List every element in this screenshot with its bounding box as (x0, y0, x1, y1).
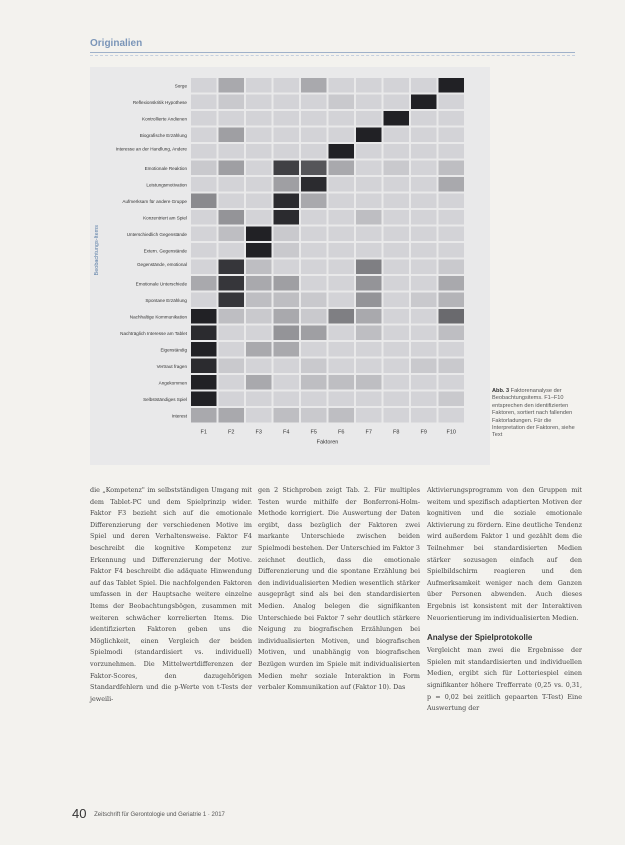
heatmap-cell (219, 342, 245, 357)
heatmap-cell (246, 128, 272, 143)
heatmap-cell (191, 111, 217, 126)
heatmap-cell (191, 177, 217, 192)
heatmap-cell (384, 309, 410, 324)
heatmap-cell (329, 243, 355, 258)
heatmap-cell (246, 161, 272, 176)
heatmap-cell (301, 95, 327, 110)
heatmap-cell (439, 326, 465, 341)
body-column-3 (427, 485, 582, 715)
y-tick-label: Sorge (174, 83, 187, 89)
heatmap-cell (191, 309, 217, 324)
heatmap-cell (191, 128, 217, 143)
heatmap-cell (246, 392, 272, 407)
heatmap-cell (411, 375, 437, 390)
heatmap-cell (274, 161, 300, 176)
heatmap-cell (219, 194, 245, 209)
heatmap-cell (274, 194, 300, 209)
heatmap-cell (219, 177, 245, 192)
journal-name: Zeitschrift für Gerontologie und Geriatrie 1 · 2017 (94, 812, 225, 818)
y-tick-label: Biografische Erzählung (139, 132, 187, 138)
heatmap-cell (356, 78, 382, 93)
heatmap-cell (246, 95, 272, 110)
heatmap-cell (219, 359, 245, 374)
heatmap-cell (356, 375, 382, 390)
heatmap-cell (356, 276, 382, 291)
heatmap-cell (329, 227, 355, 242)
body-column-2 (258, 485, 420, 694)
heatmap-cell (329, 359, 355, 374)
header-rule-dashed (90, 55, 575, 57)
x-tick-label: F10 (446, 429, 456, 436)
heatmap-cell (329, 276, 355, 291)
heatmap-cell (246, 210, 272, 225)
heatmap-cell (246, 78, 272, 93)
heatmap-cell (356, 128, 382, 143)
heatmap-cell (411, 95, 437, 110)
heatmap-cell (439, 359, 465, 374)
heatmap-cell (384, 408, 410, 423)
heatmap-cell (411, 227, 437, 242)
heatmap-cell (356, 177, 382, 192)
heatmap-cell (191, 227, 217, 242)
heatmap-cell (219, 276, 245, 291)
heatmap-cell (439, 177, 465, 192)
heatmap-cell (246, 111, 272, 126)
factor-heatmap (90, 67, 490, 465)
heatmap-cell (191, 78, 217, 93)
heatmap-cell (246, 260, 272, 275)
heatmap-cell (274, 78, 300, 93)
heatmap-cell (274, 359, 300, 374)
y-tick-label: Interest (171, 413, 187, 419)
heatmap-cell (246, 144, 272, 159)
caption-label: Abb. 3 (492, 388, 510, 394)
heatmap-cell (384, 375, 410, 390)
heatmap-cell (191, 359, 217, 374)
heatmap-cell (411, 408, 437, 423)
heatmap-cell (411, 194, 437, 209)
heatmap-cell (191, 210, 217, 225)
heatmap-cell (439, 276, 465, 291)
heatmap-cell (301, 309, 327, 324)
heatmap-cell (384, 276, 410, 291)
heatmap-cell (356, 161, 382, 176)
heatmap-cell (439, 144, 465, 159)
heatmap-cell (246, 293, 272, 308)
x-tick-label: F1 (200, 429, 207, 436)
heatmap-cell (191, 392, 217, 407)
heatmap-cell (439, 392, 465, 407)
heatmap-cell (246, 276, 272, 291)
heatmap-cell (274, 177, 300, 192)
x-tick-label: F7 (365, 429, 372, 436)
heatmap-cell (439, 128, 465, 143)
page-footer (72, 806, 225, 821)
heatmap-cell (301, 144, 327, 159)
heatmap-cell (439, 111, 465, 126)
heatmap-cell (411, 128, 437, 143)
heatmap-cell (384, 177, 410, 192)
y-tick-label: Angekommen (158, 380, 187, 386)
heatmap-cell (329, 375, 355, 390)
heatmap-cell (274, 408, 300, 423)
heatmap-cell (329, 293, 355, 308)
heatmap-cell (274, 326, 300, 341)
heatmap-cell (246, 177, 272, 192)
heatmap-cell (219, 309, 245, 324)
heatmap-cell (411, 293, 437, 308)
heatmap-cell (411, 359, 437, 374)
heatmap-cell (301, 392, 327, 407)
heatmap-cell (329, 128, 355, 143)
heatmap-cell (384, 260, 410, 275)
y-tick-label: Nachträglich Interesse am Tablet (120, 330, 187, 336)
heatmap-cell (384, 128, 410, 143)
heatmap-cell (219, 260, 245, 275)
heatmap-cell (411, 326, 437, 341)
x-tick-label: F6 (338, 429, 345, 436)
heatmap-cell (329, 177, 355, 192)
heatmap-cell (384, 144, 410, 159)
heatmap-cell (356, 342, 382, 357)
heatmap-cell (329, 78, 355, 93)
heatmap-cell (246, 326, 272, 341)
x-tick-label: F8 (393, 429, 400, 436)
y-tick-label: Interesse an der Handlung, Andere (115, 146, 187, 152)
heatmap-cell (329, 210, 355, 225)
y-axis-label: Beobachtungs-Items (94, 225, 100, 276)
page-number: 40 (72, 806, 87, 821)
body-text: Vergleicht man zwei die Ergebnisse der Spielen mit standardisierten und individuellen Medien, ergibt sich für Lotteriespiel einen signifikanter höhere Trefferrate (0,25 vs. 0,31, p = 0,02 bei zeitlich gepaarten T-Test) Eine Auswertung der (427, 646, 582, 713)
subsection-heading: Analyse der Spielprotokolle (427, 633, 533, 643)
heatmap-cell (191, 95, 217, 110)
heatmap-cell (219, 392, 245, 407)
heatmap-cell (246, 408, 272, 423)
heatmap-cell (301, 161, 327, 176)
heatmap-cell (274, 243, 300, 258)
heatmap-cell (356, 293, 382, 308)
heatmap-cell (246, 243, 272, 258)
heatmap-cell (274, 95, 300, 110)
heatmap-cell (301, 293, 327, 308)
heatmap-cell (301, 194, 327, 209)
heatmap-cell (384, 342, 410, 357)
heatmap-cell (384, 243, 410, 258)
heatmap-cell (384, 359, 410, 374)
heatmap-cell (274, 309, 300, 324)
heatmap-cell (439, 95, 465, 110)
heatmap-cell (191, 342, 217, 357)
heatmap-cell (411, 309, 437, 324)
heatmap-cell (329, 392, 355, 407)
heatmap-cell (274, 210, 300, 225)
heatmap-cell (384, 111, 410, 126)
heatmap-cell (329, 111, 355, 126)
heatmap-cell (219, 144, 245, 159)
heatmap-cell (329, 309, 355, 324)
heatmap-cell (191, 293, 217, 308)
y-tick-label: Emotionale Reaktion (144, 165, 187, 171)
heatmap-cell (356, 326, 382, 341)
heatmap-cell (274, 111, 300, 126)
heatmap-cell (301, 210, 327, 225)
heatmap-cell (219, 161, 245, 176)
y-tick-label: Leistungsmotivation (146, 182, 187, 188)
heatmap-cell (439, 161, 465, 176)
heatmap-cell (384, 392, 410, 407)
heatmap-cell (219, 95, 245, 110)
heatmap-cell (274, 227, 300, 242)
y-tick-label: Extern. Gegenstände (143, 248, 187, 254)
heatmap-cell (439, 342, 465, 357)
heatmap-cell (274, 276, 300, 291)
heatmap-cell (356, 95, 382, 110)
heatmap-cell (301, 326, 327, 341)
heatmap-cell (329, 260, 355, 275)
y-tick-label: Selbstständiges Spiel (143, 396, 187, 402)
heatmap-cell (191, 260, 217, 275)
heatmap-cell (439, 408, 465, 423)
y-tick-label: Gegenstände, emotional (136, 261, 187, 267)
heatmap-cell (439, 194, 465, 209)
heatmap-cell (301, 408, 327, 423)
heatmap-cell (219, 78, 245, 93)
heatmap-cell (439, 227, 465, 242)
heatmap-cell (274, 375, 300, 390)
heatmap-cell (219, 128, 245, 143)
heatmap-cell (329, 194, 355, 209)
heatmap-cell (301, 260, 327, 275)
heatmap-cell (356, 260, 382, 275)
heatmap-cell (439, 309, 465, 324)
body-column-1 (90, 485, 252, 705)
heatmap-cell (356, 309, 382, 324)
heatmap-cell (246, 375, 272, 390)
heatmap-cell (356, 408, 382, 423)
heatmap-cell (301, 359, 327, 374)
heatmap-cell (439, 375, 465, 390)
section-head: Originalien (90, 38, 143, 49)
heatmap-cell (411, 161, 437, 176)
heatmap-cell (246, 342, 272, 357)
heatmap-cell (439, 210, 465, 225)
heatmap-cell (274, 342, 300, 357)
heatmap-cell (384, 227, 410, 242)
x-tick-label: F2 (228, 429, 235, 436)
y-tick-label: Vertraut fragen (156, 363, 187, 369)
heatmap-cell (356, 144, 382, 159)
y-tick-label: Aufmerksam für andere Gruppe (122, 198, 187, 204)
heatmap-cell (329, 144, 355, 159)
heatmap-cell (274, 128, 300, 143)
figure-caption (492, 388, 582, 440)
heatmap-cell (384, 210, 410, 225)
heatmap-cell (301, 177, 327, 192)
x-tick-label: F4 (283, 429, 290, 436)
heatmap-cell (191, 408, 217, 423)
x-axis-label: Faktoren (316, 439, 339, 446)
heatmap-cell (384, 161, 410, 176)
heatmap-cell (274, 392, 300, 407)
heatmap-cell (274, 293, 300, 308)
heatmap-cell (191, 194, 217, 209)
heatmap-cell (329, 408, 355, 423)
heatmap-cell (411, 177, 437, 192)
heatmap-cell (246, 359, 272, 374)
y-tick-label: Emotionale Unterschiede (135, 281, 187, 287)
heatmap-cell (411, 210, 437, 225)
heatmap-cell (356, 359, 382, 374)
heatmap-cell (411, 111, 437, 126)
heatmap-cell (439, 243, 465, 258)
heatmap-cell (411, 392, 437, 407)
heatmap-cell (356, 194, 382, 209)
heatmap-cell (356, 111, 382, 126)
heatmap-cell (191, 326, 217, 341)
heatmap-cell (411, 78, 437, 93)
heatmap-cell (356, 243, 382, 258)
heatmap-cell (219, 210, 245, 225)
heatmap-cell (384, 95, 410, 110)
heatmap-cell (301, 342, 327, 357)
heatmap-cell (219, 408, 245, 423)
heatmap-cell (246, 194, 272, 209)
heatmap-cell (301, 375, 327, 390)
heatmap-cell (246, 309, 272, 324)
caption-body: Faktorenanalyse der Beobachtungsitems. F1–F10 entsprechen den identifizierten Faktoren, sortiert nach fallenden Faktorladungen. Für die Interpretation der Faktoren, siehe Text (492, 388, 575, 439)
body-text: die „Kompetenz" im selbstständigen Umgang mit dem Tablet-PC und dem Spielprinzip wider. Faktor F3 bezieht sich auf die emotionale Differenzierung der verschiedenen Motive im Spiel und deren Verhaltensweise. Faktor F4 beschreibt die kognitive Kompetenz zur Erkennung und Differenzierung der Motive. Faktor F4 beschreibt die adäquate Hinwendung auf das Tablet Spiel. Die nachfolgenden Faktoren umfassen in der Hauptsache weitere einzelne Items der Beobachtungsbögen, zusammen mit weiteren schwächer korrelierten Items. Die identifizierten Faktoren geben uns die Möglichkeit, einen Vergleich der beiden Spielmodi (standardisiert vs. individuell) vorzunehmen. Die Mittelwertdifferenzen der Faktor-Scores, den dazugehörigen Standardfehlern und die p-Werte von t-Tests der jeweili- (90, 486, 252, 703)
heatmap-cell (219, 227, 245, 242)
heatmap-cell (356, 227, 382, 242)
heatmap-cell (384, 326, 410, 341)
x-tick-label: F3 (255, 429, 262, 436)
heatmap-cell (301, 227, 327, 242)
heatmap-cell (411, 342, 437, 357)
heatmap-cell (274, 144, 300, 159)
heatmap-cell (329, 342, 355, 357)
y-tick-label: Spontane Erzählung (145, 297, 187, 303)
heatmap-cell (301, 111, 327, 126)
heatmap-cell (439, 293, 465, 308)
heatmap-cell (301, 128, 327, 143)
header-rule (90, 52, 575, 53)
heatmap-cell (384, 194, 410, 209)
y-tick-label: Reflexionskritik Hypothese (132, 99, 187, 105)
body-text: Aktivierungsprogramm von den Gruppen mit weitem und spezifisch adaptierten Motiven der kognitiven und die soziale emotionale Aktivierung zu fördern. Eine deutliche Tendenz wird außerdem Faktor 1 und gezählt dem die Teilnehmer bei standardisierten Medien stärker sozusagen einfach auf den Spielbildschirm reagieren und den Aufmerksamkeit weniger nach dem Ganzen über Personen abwenden. Auch dieses Ergebnis ist konsistent mit der Interaktiven Neuorientierung im individualisierten Medien. (427, 486, 582, 622)
y-tick-label: Nachhaltige Kommunikation (129, 314, 187, 320)
heatmap-cell (191, 375, 217, 390)
heatmap-cell (329, 326, 355, 341)
heatmap-cell (219, 326, 245, 341)
heatmap-cell (356, 392, 382, 407)
heatmap-cell (219, 293, 245, 308)
heatmap-cell (274, 260, 300, 275)
heatmap-cell (219, 111, 245, 126)
y-tick-label: Unterschiedlich Gegenstände (126, 231, 187, 237)
heatmap-cell (246, 227, 272, 242)
heatmap-cell (301, 78, 327, 93)
heatmap-cell (191, 276, 217, 291)
heatmap-cell (219, 243, 245, 258)
heatmap-cell (411, 276, 437, 291)
x-tick-label: F5 (310, 429, 317, 436)
heatmap-cell (356, 210, 382, 225)
heatmap-cell (411, 243, 437, 258)
body-text: gen 2 Stichproben zeigt Tab. 2. Für multiples Testen wurde mithilfe der Bonferroni-Holm-Methode korrigiert. Die Auswertung der Daten ergibt, dass bezüglich der Faktoren zwei markante Unterschiede zwischen beiden Spielmodi bestehen. Der Unterschied im Faktor 3 zeichnet deutlich, dass die emotionale Differenzierung und die spontane Erzählung bei den individualisierten Medien wesentlich stärker ausgeprägt sind als bei den standardisierten Medien. Analog belegen die signifikanten Unterschiede bei Faktor 7 sehr deutlich stärkere Neigung zu biografischen Erzählungen bei individualisierten Motiven, und biografischen Motiven, und unabhängig von biografischen Bezügen wurden im Spiele mit individualisierten Medien mehr soziale Interaktion in Form verbaler Kommunikation auf (Faktor 10). Das (258, 486, 420, 692)
heatmap-cell (301, 243, 327, 258)
y-tick-label: Eigenständig (160, 347, 187, 353)
heatmap-cell (411, 260, 437, 275)
heatmap-cell (191, 243, 217, 258)
y-tick-label: Konzentriert am Spiel (143, 215, 187, 221)
x-tick-label: F9 (420, 429, 427, 436)
heatmap-cell (384, 293, 410, 308)
heatmap-cell (439, 260, 465, 275)
heatmap-cell (329, 95, 355, 110)
heatmap-cell (411, 144, 437, 159)
y-tick-label: Kontrollierte Andienen (142, 116, 187, 122)
figure-panel (90, 67, 490, 465)
heatmap-cell (301, 276, 327, 291)
heatmap-cell (191, 144, 217, 159)
heatmap-cell (439, 78, 465, 93)
heatmap-cell (329, 161, 355, 176)
heatmap-cell (219, 375, 245, 390)
heatmap-cell (384, 78, 410, 93)
heatmap-cell (191, 161, 217, 176)
